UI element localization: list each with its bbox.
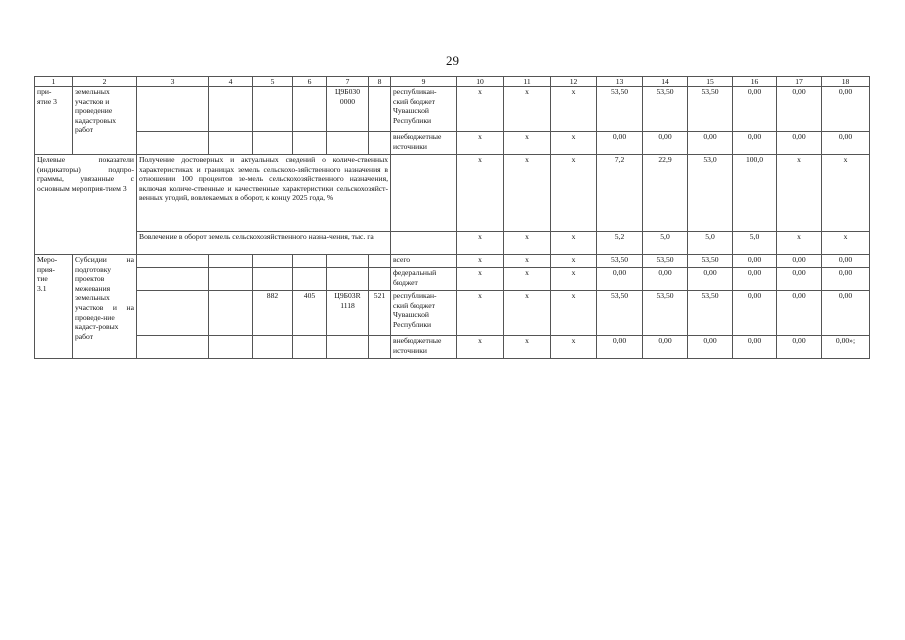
budget-code: Ц9Б03R 1118 [327, 291, 369, 336]
table-cell [253, 255, 293, 268]
column-number: 1 [35, 77, 73, 87]
value-cell: 0,00 [777, 336, 822, 359]
value-cell: 53,50 [597, 255, 643, 268]
value-cell: 53,50 [643, 87, 688, 132]
table-cell [209, 87, 253, 132]
value-cell: x [457, 87, 504, 132]
table-row [35, 336, 870, 359]
value-cell: x [504, 232, 551, 255]
activity-label: при- ятие 3 [35, 87, 73, 155]
value-cell: 53,50 [643, 255, 688, 268]
column-number: 18 [822, 77, 870, 87]
value-cell: 0,00 [822, 268, 870, 291]
target-indicators-label: Целевые показатели (индикаторы) подпро-граммы, увязанные с основным мероприя-тием 3 [35, 155, 137, 255]
table-cell [253, 268, 293, 291]
table-cell [293, 132, 327, 155]
value-cell: x [822, 155, 870, 232]
value-cell: x [504, 155, 551, 232]
table-row [35, 132, 870, 155]
funding-source: всего [391, 255, 457, 268]
table-cell [293, 268, 327, 291]
value-cell: x [504, 291, 551, 336]
budget-code [327, 255, 369, 268]
value-cell: 0,00 [777, 268, 822, 291]
value-cell: 0,00 [597, 336, 643, 359]
value-cell: x [457, 132, 504, 155]
value-cell: 0,00 [777, 255, 822, 268]
budget-code [327, 336, 369, 359]
table-cell [209, 291, 253, 336]
value-cell: x [551, 255, 597, 268]
funding-source: внебюджетные источники [391, 336, 457, 359]
value-cell: x [551, 132, 597, 155]
value-cell: 0,00 [733, 132, 777, 155]
value-cell: x [822, 232, 870, 255]
value-cell: 53,50 [688, 87, 733, 132]
column-number: 5 [253, 77, 293, 87]
table-cell [137, 132, 209, 155]
table-cell [369, 132, 391, 155]
table-cell: 882 [253, 291, 293, 336]
value-cell: 0,00 [733, 87, 777, 132]
value-cell: x [457, 268, 504, 291]
value-cell: 0,00 [777, 132, 822, 155]
activity-description: Субсидии на подготовку проектов межевания земельных участков и на проведе-ние кадаст-ровых работ [73, 255, 137, 359]
table-cell [391, 232, 457, 255]
funding-source: внебюджетные источники [391, 132, 457, 155]
value-cell: 5,0 [733, 232, 777, 255]
value-cell: 100,0 [733, 155, 777, 232]
budget-code [327, 268, 369, 291]
value-cell: 0,00 [822, 132, 870, 155]
table-cell [209, 132, 253, 155]
value-cell: x [504, 336, 551, 359]
value-cell: x [551, 291, 597, 336]
value-cell: 0,00 [733, 268, 777, 291]
table-cell [253, 132, 293, 155]
budget-table [34, 76, 870, 359]
budget-code: Ц9Б030 0000 [327, 87, 369, 132]
value-cell: 0,00 [733, 291, 777, 336]
activity-description: земельных участков и проведение кадастровых работ [73, 87, 137, 155]
value-cell: x [457, 155, 504, 232]
table-row [35, 232, 870, 255]
table-cell [137, 255, 209, 268]
table-cell [293, 336, 327, 359]
table-row [35, 291, 870, 336]
value-cell: x [551, 155, 597, 232]
table-cell [209, 255, 253, 268]
value-cell: 0,00 [733, 255, 777, 268]
activity-label: Меро- прия- тие 3.1 [35, 255, 73, 359]
value-cell: 0,00 [822, 255, 870, 268]
column-number: 2 [73, 77, 137, 87]
value-cell: 0,00»; [822, 336, 870, 359]
table-cell [369, 87, 391, 132]
budget-code [327, 132, 369, 155]
table-cell [137, 87, 209, 132]
value-cell: x [457, 255, 504, 268]
header-row [35, 77, 870, 87]
value-cell: 53,50 [688, 255, 733, 268]
column-number: 7 [327, 77, 369, 87]
value-cell: 53,50 [597, 87, 643, 132]
table-cell [391, 155, 457, 232]
value-cell: 0,00 [643, 132, 688, 155]
value-cell: 5,0 [688, 232, 733, 255]
table-cell [293, 255, 327, 268]
table-cell [369, 255, 391, 268]
page-number: 29 [446, 53, 459, 68]
table-row [35, 155, 870, 232]
value-cell: x [504, 268, 551, 291]
value-cell: 0,00 [777, 87, 822, 132]
indicator-text: Получение достоверных и актуальных сведений о количе-ственных характеристиках и границах земель сельскохо-зяйственного назначения в отношении 100 процентов зе-мель сельскохозяйственного назначения, включая количе-ственные и качественные характеристики сельскохозяйст-венных угодий, вовлекаемых в оборот, к концу 2025 года, % [137, 155, 391, 232]
table-cell: 521 [369, 291, 391, 336]
value-cell: x [457, 232, 504, 255]
value-cell: 0,00 [688, 132, 733, 155]
value-cell: 0,00 [688, 268, 733, 291]
value-cell: 0,00 [777, 291, 822, 336]
column-number: 4 [209, 77, 253, 87]
value-cell: 53,50 [688, 291, 733, 336]
table-cell [253, 87, 293, 132]
value-cell: 22,9 [643, 155, 688, 232]
column-number: 13 [597, 77, 643, 87]
table-row [35, 268, 870, 291]
value-cell: 0,00 [733, 336, 777, 359]
column-number: 17 [777, 77, 822, 87]
table-row [35, 255, 870, 268]
column-number: 3 [137, 77, 209, 87]
table-cell [137, 268, 209, 291]
value-cell: 0,00 [597, 132, 643, 155]
column-number: 15 [688, 77, 733, 87]
table-cell [293, 87, 327, 132]
value-cell: 5,0 [643, 232, 688, 255]
column-number: 11 [504, 77, 551, 87]
value-cell: x [457, 336, 504, 359]
table-cell [137, 291, 209, 336]
value-cell: 53,0 [688, 155, 733, 232]
table-cell: 405 [293, 291, 327, 336]
value-cell: 0,00 [822, 87, 870, 132]
value-cell: 53,50 [597, 291, 643, 336]
value-cell: 0,00 [643, 336, 688, 359]
indicator-text: Вовлечение в оборот земель сельскохозяйственного назна-чения, тыс. га [137, 232, 391, 255]
column-number: 14 [643, 77, 688, 87]
value-cell: x [777, 155, 822, 232]
table-row [35, 87, 870, 132]
column-number: 16 [733, 77, 777, 87]
value-cell: 5,2 [597, 232, 643, 255]
funding-source: республикан- ский бюджет Чувашской Республики [391, 291, 457, 336]
funding-source: федеральный бюджет [391, 268, 457, 291]
table-cell [369, 336, 391, 359]
value-cell: x [457, 291, 504, 336]
table-cell [209, 268, 253, 291]
table-cell [137, 336, 209, 359]
table-cell [369, 268, 391, 291]
value-cell: 53,50 [643, 291, 688, 336]
value-cell: x [551, 87, 597, 132]
value-cell: 0,00 [597, 268, 643, 291]
column-number: 10 [457, 77, 504, 87]
table-cell [253, 336, 293, 359]
table-cell [209, 336, 253, 359]
value-cell: x [777, 232, 822, 255]
value-cell: x [551, 336, 597, 359]
value-cell: 0,00 [688, 336, 733, 359]
value-cell: 0,00 [822, 291, 870, 336]
column-number: 8 [369, 77, 391, 87]
value-cell: x [504, 255, 551, 268]
value-cell: x [551, 232, 597, 255]
value-cell: x [504, 132, 551, 155]
funding-source: республикан- ский бюджет Чувашской Республики [391, 87, 457, 132]
column-number: 12 [551, 77, 597, 87]
value-cell: 7,2 [597, 155, 643, 232]
value-cell: x [504, 87, 551, 132]
column-number: 6 [293, 77, 327, 87]
value-cell: x [551, 268, 597, 291]
column-number: 9 [391, 77, 457, 87]
value-cell: 0,00 [643, 268, 688, 291]
